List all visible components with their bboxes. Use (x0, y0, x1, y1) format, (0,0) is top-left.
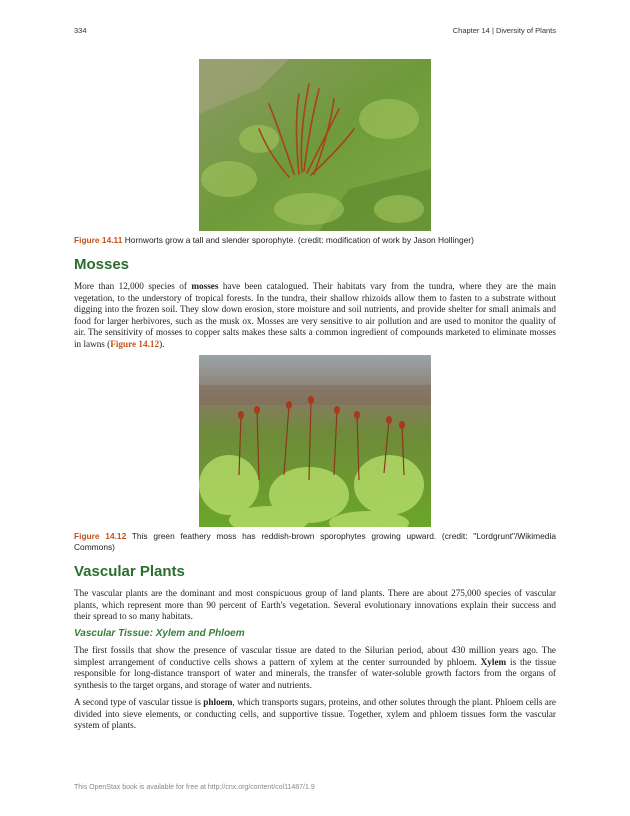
figure-label: Figure 14.12 (74, 531, 127, 541)
hornwort-photo (199, 59, 431, 231)
term-xylem: Xylem (480, 656, 507, 667)
caption-text: Hornworts grow a tall and slender sporophyte. (credit: modification of work by Jason Hollinger) (122, 235, 474, 245)
section-heading-vascular-plants: Vascular Plants (74, 563, 185, 580)
moss-photo (199, 355, 431, 527)
chapter-header: Chapter 14 | Diversity of Plants (452, 26, 556, 35)
footer-text: This OpenStax book is available for free at http://cnx.org/content/col11487/1.9 (74, 784, 315, 791)
figure-14-12-caption (74, 531, 556, 553)
section-heading-mosses: Mosses (74, 256, 130, 273)
text-run: , which transports sugars, proteins, and other solutes through the plant. Phloem cells are divided into sieve elements, or conducting cells, and supportive tissue. Together, xylem and phloem tissues form the vascular system of plants. (74, 697, 556, 730)
subheading-vascular-tissue: Vascular Tissue: Xylem and Phloem (74, 628, 245, 639)
figure-label: Figure 14.11 (74, 235, 123, 245)
text-run: ). (159, 338, 165, 349)
mosses-paragraph (74, 281, 556, 350)
text-run: More than 12,000 species of (74, 281, 192, 291)
figure-14-11-caption (74, 235, 556, 246)
vascular-intro-paragraph: The vascular plants are the dominant and most conspicuous group of land plants. There are about 275,000 species of vascular plants, which represent more than 90 percent of Earth's vegetation. Several evolutionary innovations explain their success and their spread to so many habitats. (74, 588, 556, 621)
figure-link[interactable]: Figure 14.12 (110, 338, 160, 349)
page-number: 334 (74, 26, 87, 35)
xylem-paragraph (74, 645, 556, 691)
text-run: A second type of vascular tissue is (74, 697, 204, 707)
term-phloem: phloem (203, 697, 233, 707)
text-run: The first fossils that show the presence of vascular tissue are dated to the Silurian period, about 430 million years ago. The simplest arrangement of conductive cells shows a pattern of xylem at the center surrounded by phloem. (74, 645, 556, 667)
term-mosses: mosses (191, 281, 219, 291)
caption-text: This green feathery moss has reddish-brown sporophytes growing upward. (credit: "Lordgrunt"/Wikimedia Commons) (74, 531, 556, 552)
text-run: is the tissue responsible for long-distance transport of water and minerals, the transfer of water-soluble growth factors from the organs of synthesis to the target organs, and storage of water and nutrients. (74, 656, 556, 690)
phloem-paragraph (74, 697, 556, 732)
text-run: have been catalogued. Their habitats vary from the tundra, where they are the main vegetation, to the understory of tropical forests. In the tundra, their shallow rhizoids allow them to fasten to a substrate without digging into the frozen soil. They slow down erosion, store moisture and soil nutrients, and provide shelter for small animals and food for larger herbivores, such as the musk ox. Mosses are very sensitive to air pollution and are used to monitor the quality of air. The sensitivity of mosses to copper salts makes these salts a common ingredient of compounds marketed to eliminate mosses in lawns ( (74, 281, 556, 349)
